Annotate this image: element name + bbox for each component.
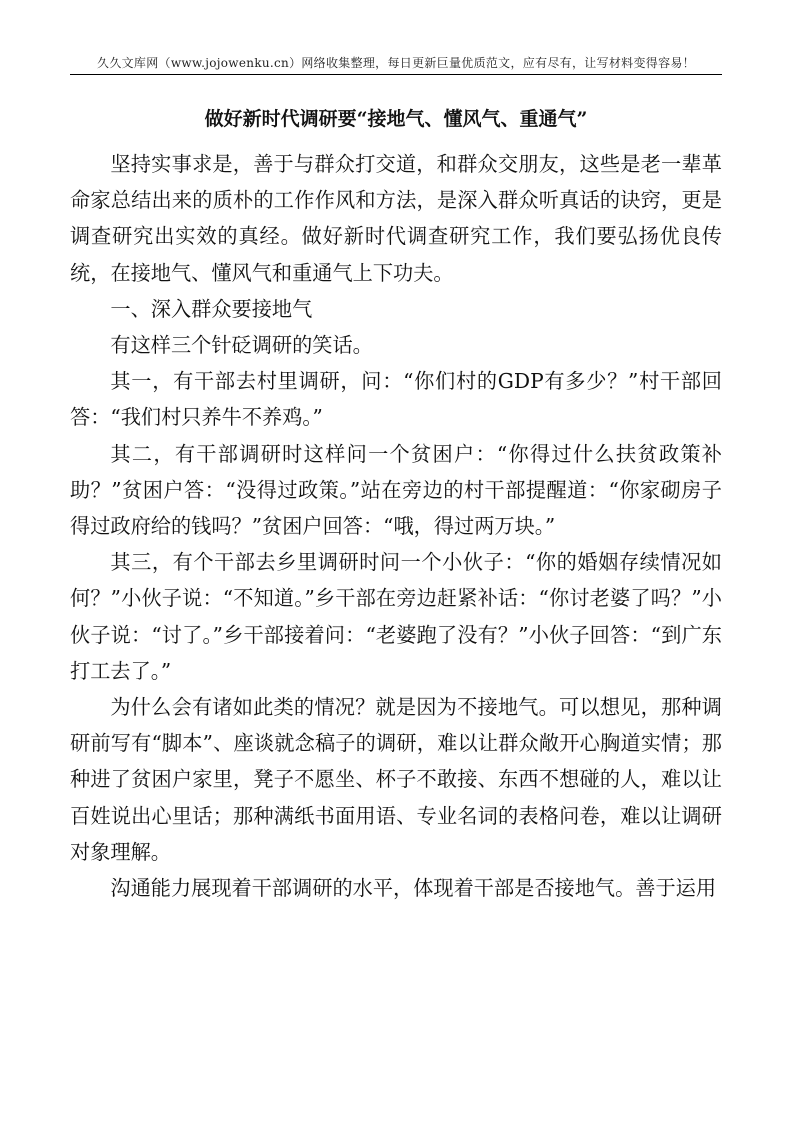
paragraph: 其一，有干部去村里调研，问：“你们村的GDP有多少？”村干部回答：“我们村只养牛不养鸡。”	[70, 369, 722, 430]
paragraph-intro: 坚持实事求是，善于与群众打交道，和群众交朋友，这些是老一辈革命家总结出来的质朴的工作作风和方法，是深入群众听真话的诀窍，更是调查研究出实效的真经。做好新时代调查研究工作，我们要弘扬优良传统，在接地气、懂风气和重通气上下功夫。	[70, 152, 722, 285]
paragraph: 为什么会有诸如此类的情况？就是因为不接地气。可以想见，那种调研前写有“脚本”、座谈就念稿子的调研，难以让群众敞开心胸道实情；那种进了贫困户家里，凳子不愿坐、杯子不敢接、东西不想碰的人，难以让百姓说出心里话；那种满纸书面用语、专业名词的表格问卷，难以让调研对象理解。	[70, 695, 722, 864]
document-body	[70, 146, 722, 906]
paragraph: 有这样三个针砭调研的笑话。	[110, 333, 373, 358]
page-header: 久久文库网（www.jojowenku.cn）网络收集整理，每日更新巨量优质范文，应有尽有，让写材料变得容易！	[97, 56, 695, 70]
paragraph: 其三，有个干部去乡里调研时问一个小伙子：“你的婚姻存续情况如何？”小伙子说：“不知道。”乡干部在旁边赶紧补话：“你讨老婆了吗？”小伙子说：“讨了。”乡干部接着问：“老婆跑了没有？”小伙子回答：“到广东打工去了。”	[70, 550, 722, 683]
document-title: 做好新时代调研要“接地气、懂风气、重通气”	[204, 108, 588, 130]
header-divider	[70, 74, 722, 75]
section-heading: 一、深入群众要接地气	[110, 296, 313, 321]
paragraph: 沟通能力展现着干部调研的水平，体现着干部是否接地气。善于运用	[110, 876, 717, 901]
paragraph: 其二，有干部调研时这样问一个贫困户：“你得过什么扶贫政策补助？”贫困户答：“没得过政策。”站在旁边的村干部提醒道：“你家砌房子得过政府给的钱吗？”贫困户回答：“哦，得过两万块。”	[70, 441, 722, 539]
